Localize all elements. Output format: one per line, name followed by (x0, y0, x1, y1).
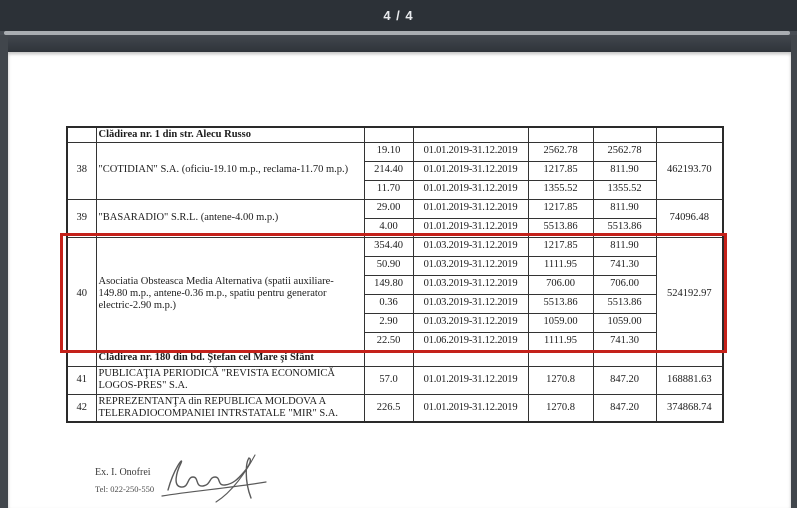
cell-total: 374868.74 (656, 394, 723, 422)
section-empty-cell (67, 127, 96, 142)
cell-tenant-name: PUBLICAŢIA PERIODICĂ "REVISTA ECONOMICĂ LOGOS-PRES" S.A. (96, 366, 364, 394)
cell-row-number: 39 (67, 199, 96, 237)
cell-period: 01.01.2019-31.12.2019 (413, 199, 528, 218)
cell-row-number: 41 (67, 366, 96, 394)
cell-period: 01.03.2019-31.12.2019 (413, 256, 528, 275)
document-page (8, 52, 791, 508)
section-empty-cell (364, 351, 413, 366)
cell-area: 19.10 (364, 142, 413, 161)
cell-area: 214.40 (364, 161, 413, 180)
section-empty-cell (528, 351, 593, 366)
cell-rate-2: 741.30 (593, 332, 656, 351)
cell-rate-1: 5513.86 (528, 294, 593, 313)
table-row-highlighted (67, 237, 723, 256)
section-empty-cell (528, 127, 593, 142)
viewer-background (0, 35, 797, 52)
cell-row-number: 40 (67, 237, 96, 351)
rent-table (66, 126, 724, 423)
table-row (67, 366, 723, 394)
cell-rate-1: 1111.95 (528, 256, 593, 275)
cell-area: 22.50 (364, 332, 413, 351)
section-empty-cell (593, 127, 656, 142)
signature (158, 450, 273, 508)
cell-rate-2: 847.20 (593, 394, 656, 422)
cell-period: 01.01.2019-31.12.2019 (413, 366, 528, 394)
cell-area: 226.5 (364, 394, 413, 422)
cell-rate-2: 706.00 (593, 275, 656, 294)
cell-total: 462193.70 (656, 142, 723, 199)
cell-area: 149.80 (364, 275, 413, 294)
cell-area: 50.90 (364, 256, 413, 275)
cell-period: 01.03.2019-31.12.2019 (413, 237, 528, 256)
viewer-toolbar (0, 0, 797, 31)
cell-rate-1: 1217.85 (528, 161, 593, 180)
section-empty-cell (413, 351, 528, 366)
cell-row-number: 38 (67, 142, 96, 199)
cell-rate-2: 5513.86 (593, 294, 656, 313)
cell-row-number: 42 (67, 394, 96, 422)
cell-area: 0.36 (364, 294, 413, 313)
cell-rate-2: 1059.00 (593, 313, 656, 332)
cell-period: 01.01.2019-31.12.2019 (413, 180, 528, 199)
cell-tenant-name: REPREZENTANŢA din REPUBLICA MOLDOVA A TELERADIOCOMPANIEI INTRSTATALE "MIR" S.A. (96, 394, 364, 422)
viewer-edge-left (0, 35, 8, 508)
cell-rate-2: 1355.52 (593, 180, 656, 199)
cell-area: 2.90 (364, 313, 413, 332)
cell-period: 01.01.2019-31.12.2019 (413, 218, 528, 237)
cell-rate-2: 811.90 (593, 199, 656, 218)
cell-tenant-name: Asociatia Obsteasca Media Alternativa (spatii auxiliare-149.80 m.p., antene-0.36 m.p., spatiu pentru generator electric-2.90 m.p.) (96, 237, 364, 351)
cell-tenant-name: "COTIDIAN" S.A. (oficiu-19.10 m.p., reclama-11.70 m.p.) (96, 142, 364, 199)
section-title: Clădirea nr. 180 din bd. Ştefan cel Mare şi Sfânt (96, 351, 364, 366)
cell-area: 354.40 (364, 237, 413, 256)
cell-area: 4.00 (364, 218, 413, 237)
cell-tenant-name: "BASARADIO" S.R.L. (antene-4.00 m.p.) (96, 199, 364, 237)
cell-period: 01.01.2019-31.12.2019 (413, 142, 528, 161)
section-header-row (67, 127, 723, 142)
cell-rate-1: 1217.85 (528, 237, 593, 256)
section-empty-cell (67, 351, 96, 366)
footer-phone: Tel: 022-250-550 (95, 484, 155, 494)
cell-period: 01.06.2019-31.12.2019 (413, 332, 528, 351)
cell-rate-2: 811.90 (593, 161, 656, 180)
section-header-row (67, 351, 723, 366)
cell-rate-1: 1217.85 (528, 199, 593, 218)
cell-area: 29.00 (364, 199, 413, 218)
cell-rate-2: 2562.78 (593, 142, 656, 161)
cell-rate-1: 5513.86 (528, 218, 593, 237)
cell-total: 74096.48 (656, 199, 723, 237)
section-title: Clădirea nr. 1 din str. Alecu Russo (96, 127, 364, 142)
cell-rate-2: 811.90 (593, 237, 656, 256)
section-empty-cell (413, 127, 528, 142)
cell-rate-1: 1270.8 (528, 394, 593, 422)
section-empty-cell (364, 127, 413, 142)
cell-rate-1: 1355.52 (528, 180, 593, 199)
cell-rate-2: 5513.86 (593, 218, 656, 237)
table-row (67, 142, 723, 161)
cell-period: 01.03.2019-31.12.2019 (413, 294, 528, 313)
page-indicator: 4 / 4 (383, 8, 414, 23)
cell-area: 57.0 (364, 366, 413, 394)
cell-period: 01.01.2019-31.12.2019 (413, 394, 528, 422)
table-row (67, 394, 723, 422)
cell-rate-1: 2562.78 (528, 142, 593, 161)
cell-rate-1: 1111.95 (528, 332, 593, 351)
section-empty-cell (656, 127, 723, 142)
cell-area: 11.70 (364, 180, 413, 199)
cell-rate-1: 1059.00 (528, 313, 593, 332)
cell-rate-2: 741.30 (593, 256, 656, 275)
cell-total: 524192.97 (656, 237, 723, 351)
cell-period: 01.03.2019-31.12.2019 (413, 313, 528, 332)
cell-period: 01.03.2019-31.12.2019 (413, 275, 528, 294)
cell-rate-1: 1270.8 (528, 366, 593, 394)
cell-rate-1: 706.00 (528, 275, 593, 294)
cell-total: 168881.63 (656, 366, 723, 394)
section-empty-cell (656, 351, 723, 366)
section-empty-cell (593, 351, 656, 366)
footer-signatory: Ex. I. Onofrei (95, 467, 151, 478)
cell-rate-2: 847.20 (593, 366, 656, 394)
viewer-edge-right (791, 35, 797, 508)
table-row (67, 199, 723, 218)
cell-period: 01.01.2019-31.12.2019 (413, 161, 528, 180)
